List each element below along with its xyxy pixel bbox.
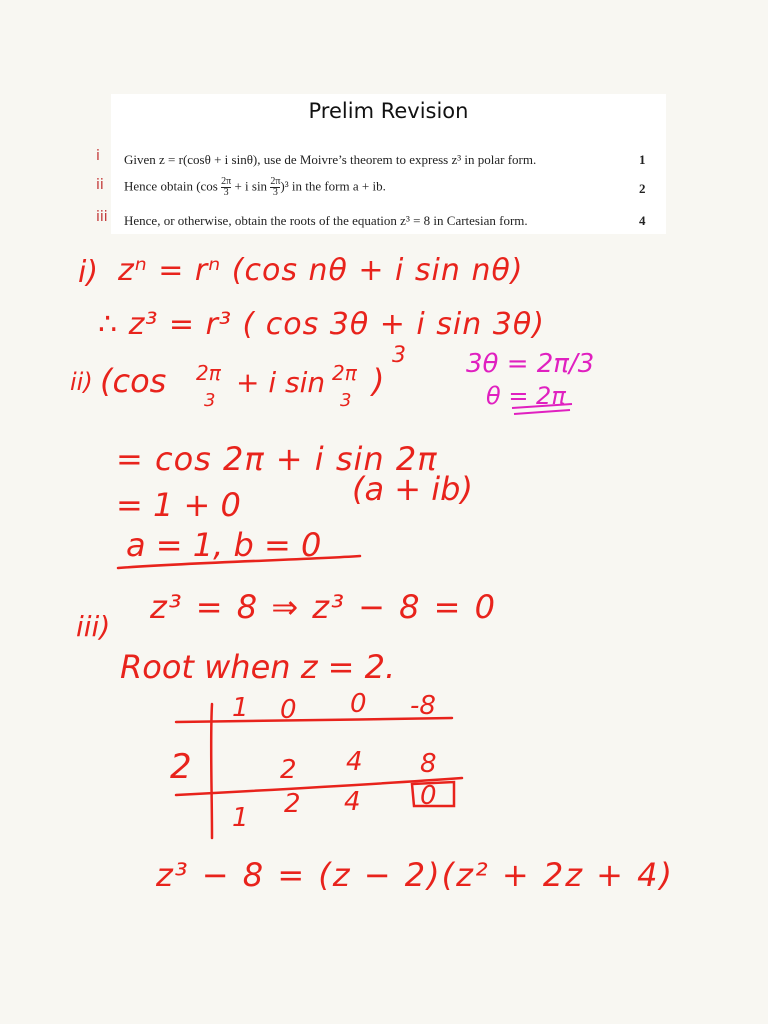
result: 2 [284,789,301,819]
part-ii-expr-close: ) [372,362,385,400]
question-number: iii [96,209,108,225]
expression-close: )³ [280,178,289,194]
product: 2 [280,755,297,785]
part-ii-frac-den: 3 [204,390,216,411]
fraction-numerator: 2π [221,176,232,187]
part-iii-label: iii) [76,610,111,643]
part-ii-power: 3 [392,343,406,368]
question-text: Hence, or otherwise, obtain the roots of the equation z³ = 8 in Cartesian form. [124,213,528,228]
part-ii-line-2: = cos 2π + i sin 2π [116,440,438,478]
part-ii-frac-num: 2π [196,361,221,385]
result: 0 [420,781,437,811]
question-marks: 2 [639,181,646,196]
question-number: ii [96,177,104,193]
fraction-numerator: 2π [270,176,281,187]
question-text-prefix: Hence obtain [124,178,193,194]
part-ii-line-3: = 1 + 0 [116,486,241,524]
part-ii-line-3-note: (a + ib) [352,470,473,508]
side-note-2: θ = 2π [486,382,566,410]
question-marks: 1 [639,152,646,167]
question-text: Given z = r(cosθ + i sinθ), use de Moivre’s theorem to express z³ in polar form. [124,152,537,167]
part-i-label: i) [78,255,99,290]
question-number: i [96,148,100,164]
coefficient: -8 [410,691,436,721]
divisor: 2 [170,747,192,787]
part-ii-frac-num: 2π [332,361,357,385]
factorisation: z³ − 8 = (z − 2)(z² + 2z + 4) [156,856,674,894]
part-iii-line-2: Root when z = 2. [120,648,396,686]
part-ii-frac-den: 3 [340,390,352,411]
coefficient: 0 [280,695,297,725]
question-text-suffix: in the form a + ib. [291,178,386,194]
expression-mid: + i sin [234,178,268,194]
product: 4 [346,747,363,777]
side-note-1: 3θ = 2π/3 [466,349,595,379]
part-iii-line-1: z³ = 8 ⇒ z³ − 8 = 0 [150,588,497,626]
result: 1 [232,803,249,833]
fraction-denominator: 3 [223,187,229,198]
part-ii-label: ii) [70,368,93,396]
result: 4 [344,787,361,817]
page-title: Prelim Revision [308,99,469,123]
part-ii-expr-mid: + i sin [236,366,326,399]
part-i-line-2: ∴ z³ = r³ ( cos 3θ + i sin 3θ) [98,307,545,342]
product: 8 [420,749,437,779]
fraction-denominator: 3 [272,187,278,198]
part-ii-expr-open: (cos [100,362,167,400]
question-marks: 4 [639,213,646,228]
expression-open: (cos [196,178,218,194]
part-ii-line-4: a = 1, b = 0 [126,526,322,564]
division-vertical-line [211,704,212,838]
coefficient: 1 [232,693,249,723]
coefficient: 0 [350,689,367,719]
part-i-line-1: zⁿ = rⁿ (cos nθ + i sin nθ) [118,253,524,288]
